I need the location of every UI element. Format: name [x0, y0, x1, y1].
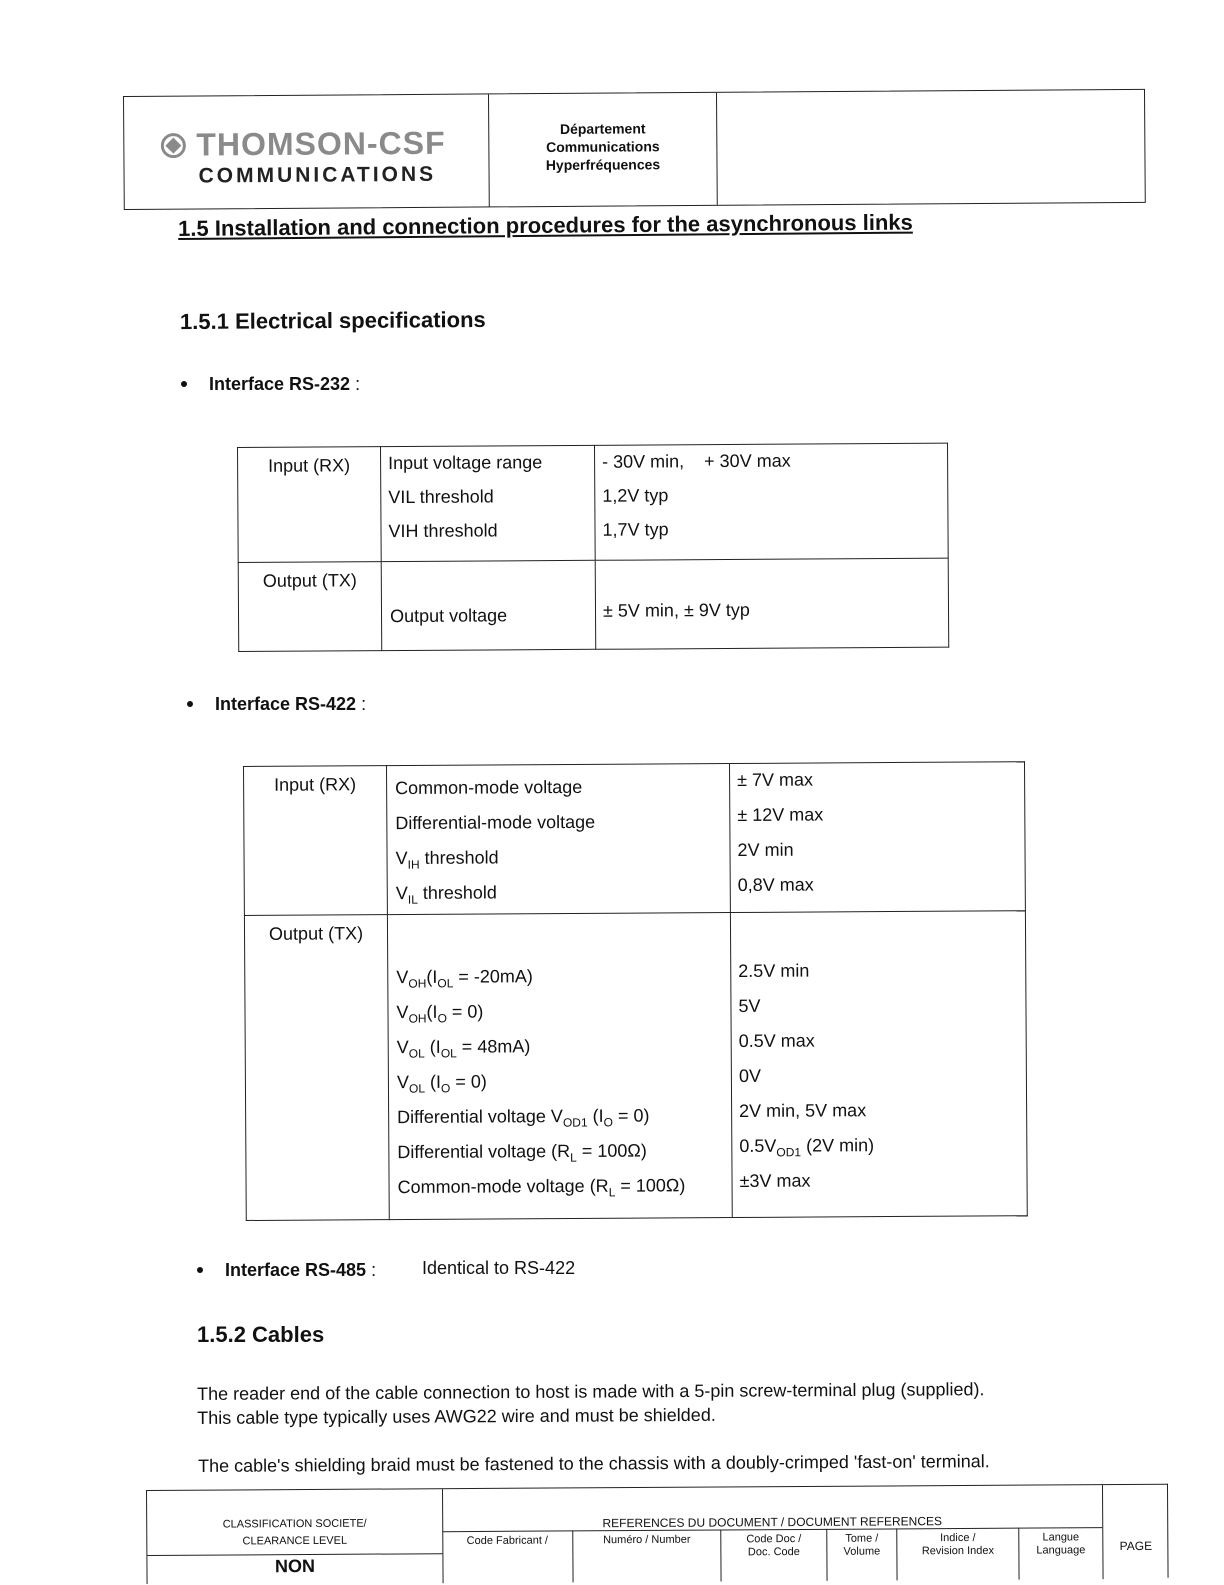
rs422-input-values: ± 7V max ± 12V max 2V min 0,8V max — [729, 762, 1025, 913]
rs422-bullet: Interface RS-422 : — [187, 694, 366, 715]
cables-paragraph-2: The cable's shielding braid must be fastened to the chassis with a doubly-crimped 'fast-on' terminal. — [198, 1451, 990, 1476]
logo-division: COMMUNICATIONS — [198, 162, 437, 188]
rs422-output-value: 5V — [738, 995, 761, 1016]
rs422-output-param: $V_{OL}$ $(I_O = 0)$ — [396, 1071, 487, 1096]
rs232-input-label: Input (RX) — [238, 447, 382, 563]
rs232-input-params: Input voltage range VIL threshold VIH threshold — [381, 445, 596, 561]
rs232-spec-table — [237, 443, 949, 652]
rs422-output-values — [730, 911, 1027, 1218]
rs422-spec-table — [243, 761, 1028, 1221]
rs422-output-param: Differential voltage $V_{OD1}$ $(I_O = 0)$ — [397, 1105, 650, 1130]
rs422-input-label: Input (RX) — [244, 766, 388, 916]
bullet-icon — [197, 1267, 203, 1273]
document-references: REFERENCES DU DOCUMENT / DOCUMENT REFERENCES Code Fabricant / Numéro / Number Code Doc / Doc. Code Tome / Volume Indice / Revision Index Langue Language — [442, 1485, 1104, 1583]
rs422-output-param: Differential voltage $(R_L = 100\Omega)$ — [397, 1140, 647, 1165]
rs232-output-param: Output voltage — [381, 560, 596, 650]
ref-col-volume: Tome / Volume — [826, 1528, 896, 1580]
rs422-output-value: 0.5V max — [738, 1030, 815, 1051]
page-cell: PAGE — [1119, 1538, 1153, 1554]
rs422-output-param: $V_{OH}(I_{OL} = -20mA)$ — [396, 966, 533, 991]
document-footer — [146, 1484, 1169, 1584]
bullet-icon — [187, 701, 193, 707]
subsection-electrical-title: 1.5.1 Electrical specifications — [179, 306, 486, 335]
rs232-output-value: ± 5V min, ± 9V typ — [595, 558, 949, 649]
subsection-cables-title: 1.5.2 Cables — [197, 1322, 325, 1347]
rs422-output-value: 2.5V min — [738, 960, 810, 981]
ref-col-number: Numéro / Number — [572, 1529, 720, 1582]
rs422-output-param: $V_{OL}$ $(I_{OL} = 48mA)$ — [396, 1036, 531, 1061]
ref-col-doc-code: Code Doc / Doc. Code — [720, 1529, 826, 1582]
classification-cell: CLASSIFICATION SOCIETE/ CLEARANCE LEVEL NON — [147, 1489, 444, 1585]
rs422-output-params — [387, 913, 732, 1220]
bullet-icon — [181, 381, 187, 387]
classification-value: NON — [274, 1555, 316, 1577]
rs232-bullet: Interface RS-232 : — [181, 374, 360, 395]
rs422-output-value: 2V min, 5V max — [739, 1100, 867, 1121]
company-logo — [124, 94, 490, 209]
rs422-output-label: Output (TX) — [244, 915, 389, 1221]
rs422-output-param: $V_{OH}(I_O = 0)$ — [396, 1001, 484, 1026]
rs485-value: Identical to RS-422 — [422, 1258, 576, 1278]
rs422-output-value: $0.5V_{OD1}$ (2V min) — [739, 1135, 875, 1160]
ref-col-revision: Indice / Revision Index — [896, 1528, 1018, 1581]
document-header — [123, 89, 1146, 210]
rs485-bullet: Interface RS-485 : — [197, 1260, 376, 1281]
section-title: 1.5 Installation and connection procedures for the asynchronous links — [178, 209, 913, 241]
rs422-output-value: ±3V max — [739, 1170, 811, 1191]
ref-col-manufacturer: Code Fabricant / — [466, 1534, 549, 1548]
header-blank-cell — [717, 90, 1145, 205]
rs422-output-param: Common-mode voltage $(R_L = 100\Omega)$ — [397, 1175, 686, 1200]
cables-paragraph-1: The reader end of the cable connection to host is made with a 5-pin screw-terminal plug (supplied). This cable type typically uses AWG22 wire and must be shielded. — [197, 1379, 985, 1428]
rs232-output-label: Output (TX) — [238, 562, 382, 652]
department-name: Département Communications Hyperfréquences — [489, 93, 718, 207]
rs422-output-value: 0V — [738, 1065, 761, 1086]
logo-brand: THOMSON-CSF — [196, 124, 446, 163]
rs422-input-params: Common-mode voltage Differential-mode voltage $V_{IH}$ threshold $V_{IL}$ threshold — [387, 764, 731, 915]
thomson-logo-icon — [160, 133, 186, 159]
ref-col-language: Langue Language — [1018, 1527, 1102, 1580]
rs232-input-values: - 30V min, + 30V max 1,2V typ 1,7V typ — [594, 443, 948, 560]
